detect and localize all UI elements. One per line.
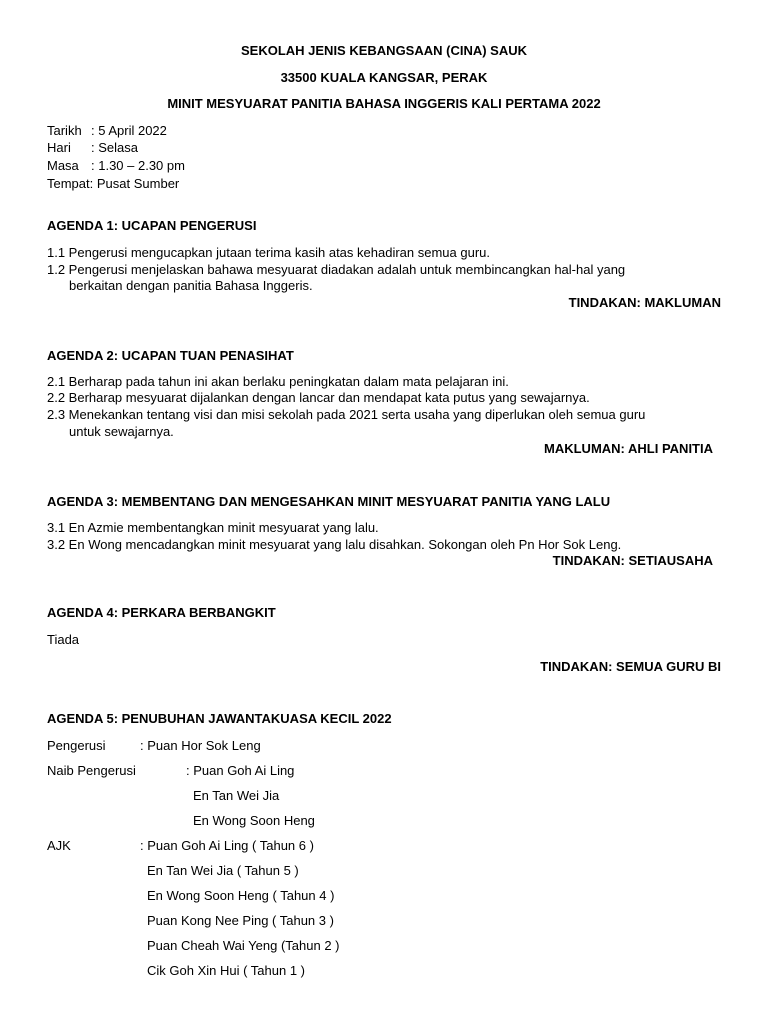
agenda-1-item-2: 1.2 Pengerusi menjelaskan bahawa mesyuarat diadakan adalah untuk membincangkan hal-hal yang [47, 262, 626, 277]
detail-day [47, 140, 138, 156]
chair-value: : Puan Hor Sok Leng [140, 738, 261, 753]
detail-time-label: Masa [47, 158, 79, 173]
detail-date-value: 5 April 2022 [98, 123, 167, 138]
agenda-4-heading: AGENDA 4: PERKARA BERBANGKIT [47, 605, 276, 620]
detail-venue-value: Pusat Sumber [96, 176, 180, 191]
detail-time-value: 1.30 – 2.30 pm [98, 158, 185, 173]
vice-chair-value-3: En Wong Soon Heng [193, 813, 315, 828]
agenda-2-item-2: 2.2 Berharap mesyuarat dijalankan dengan lancar dan mendapat kata putus yang sewajarnya. [47, 390, 590, 405]
vice-chair-value-2: En Tan Wei Jia [193, 788, 280, 803]
agenda-1-heading: AGENDA 1: UCAPAN PENGERUSI [47, 218, 257, 233]
agenda-2-heading: AGENDA 2: UCAPAN TUAN PENASIHAT [47, 348, 294, 363]
agenda-3-action: TINDAKAN: SETIAUSAHA [552, 553, 713, 568]
ajk-value-1: : Puan Goh Ai Ling ( Tahun 6 ) [140, 838, 314, 853]
agenda-2-action: MAKLUMAN: AHLI PANITIA [544, 441, 713, 456]
detail-venue-sep: : [89, 176, 97, 191]
detail-time-sep: : [91, 158, 99, 173]
detail-date [47, 123, 167, 139]
agenda-1-item-1: 1.1 Pengerusi mengucapkan jutaan terima kasih atas kehadiran semua guru. [47, 245, 490, 260]
ajk-value-5: Puan Cheah Wai Yeng (Tahun 2 ) [147, 938, 340, 953]
agenda-1-action: TINDAKAN: MAKLUMAN [568, 295, 721, 310]
agenda-5-heading: AGENDA 5: PENUBUHAN JAWANTAKUASA KECIL 2022 [47, 711, 392, 726]
school-name: SEKOLAH JENIS KEBANGSAAN (CINA) SAUK [240, 43, 528, 58]
detail-venue-label: Tempat [47, 176, 90, 191]
vice-chair-value-1: : Puan Goh Ai Ling [186, 763, 295, 778]
detail-day-sep: : [91, 140, 99, 155]
ajk-label: AJK [47, 838, 71, 853]
ajk-value-4: Puan Kong Nee Ping ( Tahun 3 ) [147, 913, 334, 928]
agenda-2-item-3: 2.3 Menekankan tentang visi dan misi sekolah pada 2021 serta usaha yang diperlukan oleh semua guru [47, 407, 646, 422]
detail-day-label: Hari [47, 140, 71, 155]
ajk-value-6: Cik Goh Xin Hui ( Tahun 1 ) [147, 963, 305, 978]
agenda-3-heading: AGENDA 3: MEMBENTANG DAN MENGESAHKAN MINIT MESYUARAT PANITIA YANG LALU [47, 494, 611, 509]
agenda-4-action: TINDAKAN: SEMUA GURU BI [540, 659, 721, 674]
agenda-3-item-2: 3.2 En Wong mencadangkan minit mesyuarat yang lalu disahkan. Sokongan oleh Pn Hor Sok Leng. [47, 537, 622, 552]
agenda-1-item-2-cont: berkaitan dengan panitia Bahasa Inggeris. [69, 278, 313, 293]
detail-venue [47, 176, 179, 192]
chair-label: Pengerusi [47, 738, 106, 753]
agenda-4-item-1: Tiada [47, 632, 80, 647]
detail-day-value: Selasa [98, 140, 138, 155]
ajk-value-3: En Wong Soon Heng ( Tahun 4 ) [147, 888, 335, 903]
school-address: 33500 KUALA KANGSAR, PERAK [280, 70, 488, 85]
vice-chair-label: Naib Pengerusi [47, 763, 136, 778]
detail-date-sep: : [91, 123, 99, 138]
detail-time [47, 158, 185, 174]
document-title: MINIT MESYUARAT PANITIA BAHASA INGGERIS KALI PERTAMA 2022 [167, 96, 601, 111]
agenda-3-item-1: 3.1 En Azmie membentangkan minit mesyuarat yang lalu. [47, 520, 379, 535]
detail-date-label: Tarikh [47, 123, 82, 138]
agenda-2-item-1: 2.1 Berharap pada tahun ini akan berlaku peningkatan dalam mata pelajaran ini. [47, 374, 509, 389]
ajk-value-2: En Tan Wei Jia ( Tahun 5 ) [147, 863, 299, 878]
agenda-2-item-3-cont: untuk sewajarnya. [69, 424, 174, 439]
